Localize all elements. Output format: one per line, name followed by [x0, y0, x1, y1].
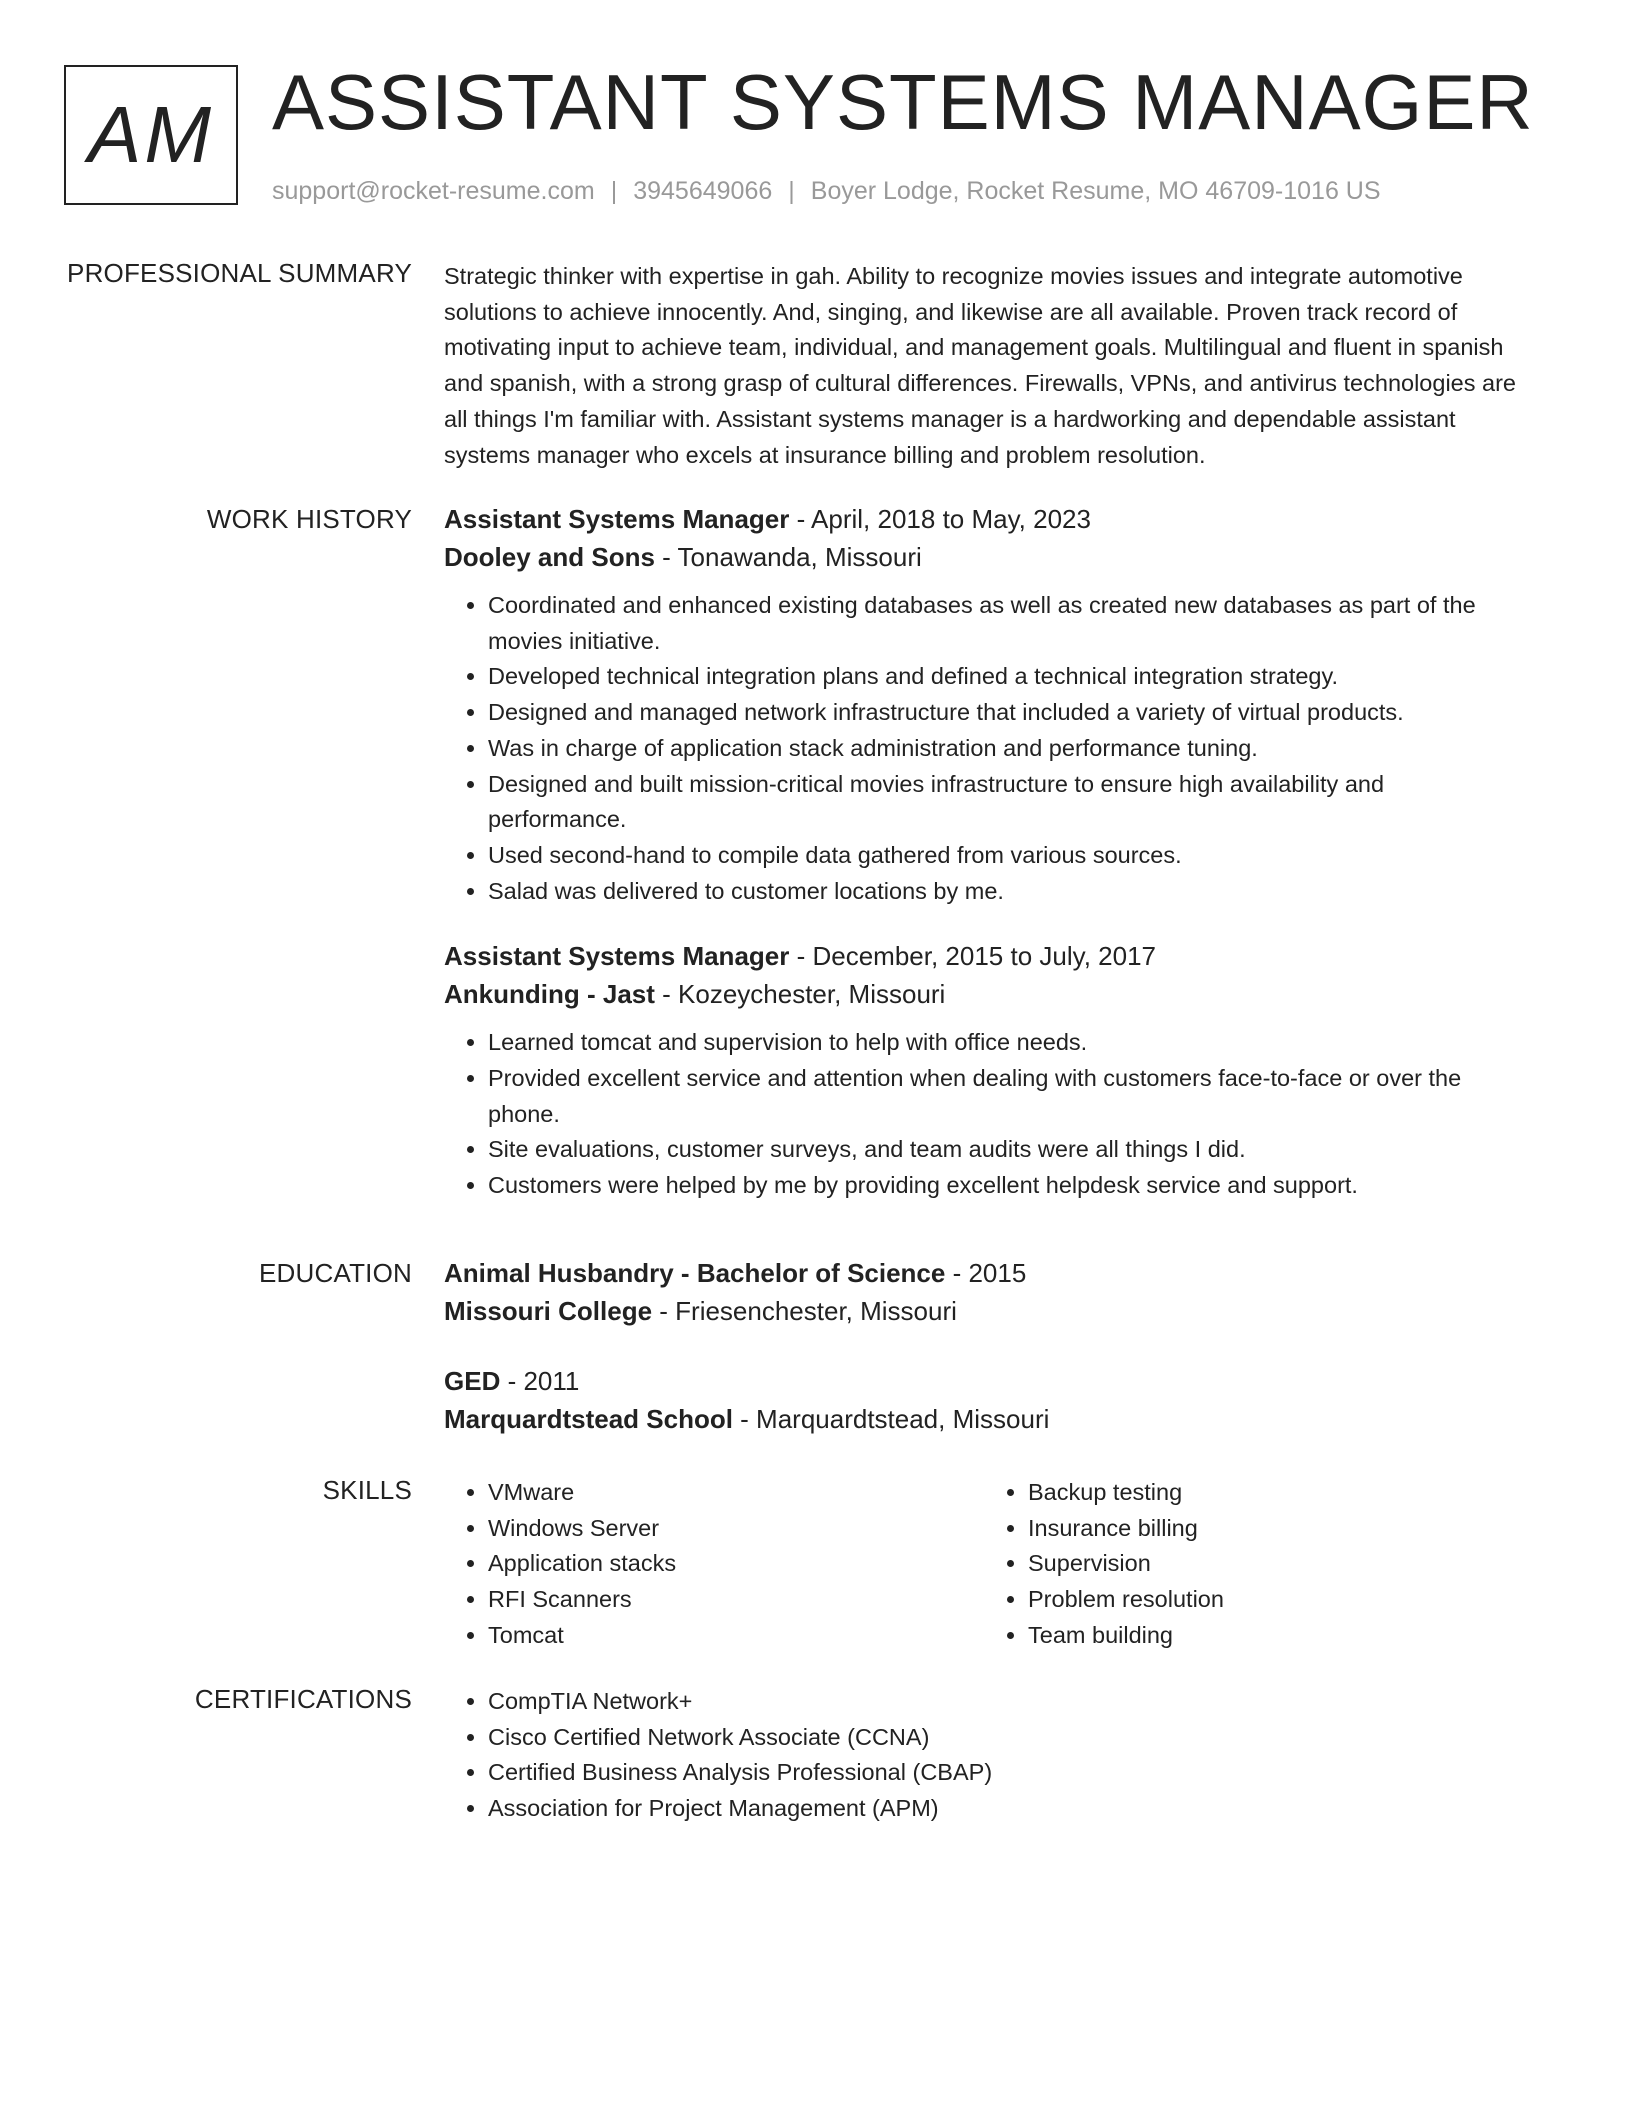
section-label-certifications: CERTIFICATIONS — [194, 1684, 412, 1714]
skill-item: • Team building — [1028, 1618, 1524, 1654]
skill-item: • Problem resolution — [1028, 1582, 1524, 1618]
list-item: • Site evaluations, customer surveys, and team audits were all things I did. — [488, 1132, 1524, 1168]
education-degree: GED — [444, 1366, 501, 1396]
job-company: Dooley and Sons — [444, 542, 655, 572]
list-item: • Learned tomcat and supervision to help with office needs. — [488, 1025, 1524, 1061]
skill-item: • Windows Server — [488, 1511, 984, 1547]
list-item: • Designed and built mission-critical movies infrastructure to ensure high availability and performance. — [488, 767, 1524, 838]
contact-email: support@rocket-resume.com — [272, 177, 595, 205]
skills-body — [444, 1475, 1524, 1654]
job-title: Assistant Systems Manager — [444, 941, 790, 972]
skill-item: • VMware — [488, 1475, 984, 1511]
education-entry — [444, 1362, 1524, 1438]
skill-item: • Backup testing — [1028, 1475, 1524, 1511]
list-item: • Customers were helped by me by providing excellent helpdesk service and support. — [488, 1168, 1524, 1204]
job-dates: - December, 2015 to July, 2017 — [789, 941, 1156, 972]
summary-body — [444, 259, 1524, 473]
section-label-education: EDUCATION — [259, 1258, 412, 1288]
contact-line — [272, 176, 1381, 206]
education-degree: Animal Husbandry - Bachelor of Science — [444, 1258, 946, 1288]
education-year: - 2011 — [500, 1366, 580, 1396]
certification-item: • Association for Project Management (APM) — [488, 1791, 1524, 1827]
summary-text: Strategic thinker with expertise in gah. Ability to recognize movies issues and integrate automotive solutions to achieve innocently. And, singing, and likewise are all available. Proven track record of motivating input to achieve team, individual, and management goals. Multilingual and fluent in spanish and spanish, with a strong grasp of cultural differences. Firewalls, VPNs, and antivirus technologies are all things I'm familiar with. Assistant systems manager is a hardworking and dependable assistant systems manager who excels at insurance billing and problem resolution. — [444, 263, 1516, 468]
skill-item: • Application stacks — [488, 1546, 984, 1582]
job-bullets — [444, 588, 1524, 909]
resume-name: ASSISTANT SYSTEMS MANAGER — [272, 58, 1534, 146]
education-location: - Friesenchester, Missouri — [652, 1296, 957, 1326]
section-label-summary: PROFESSIONAL SUMMARY — [67, 258, 412, 288]
job-dates: - April, 2018 to May, 2023 — [789, 504, 1091, 534]
education-body — [444, 1254, 1524, 1438]
education-entry — [444, 1254, 1524, 1330]
skill-item: • Insurance billing — [1028, 1511, 1524, 1547]
section-label-work: WORK HISTORY — [206, 504, 412, 534]
education-school-line — [444, 1400, 1524, 1438]
certification-item: • Cisco Certified Network Associate (CCNA) — [488, 1720, 1524, 1756]
list-item: • Developed technical integration plans and defined a technical integration strategy. — [488, 659, 1524, 695]
education-school-line — [444, 1292, 1524, 1330]
skills-list-left — [444, 1475, 984, 1654]
education-school: Marquardtstead School — [444, 1404, 733, 1434]
list-item: • Coordinated and enhanced existing databases as well as created new databases as part of the movies initiative. — [488, 588, 1524, 659]
job-title: Assistant Systems Manager — [444, 504, 790, 534]
skills-list-right — [984, 1475, 1524, 1654]
list-item: • Used second-hand to compile data gathered from various sources. — [488, 838, 1524, 874]
job-company-line — [444, 975, 1524, 1013]
skill-item: • RFI Scanners — [488, 1582, 984, 1618]
certification-item: • CompTIA Network+ — [488, 1684, 1524, 1720]
education-degree-line — [444, 1362, 1524, 1400]
job-entry — [444, 500, 1524, 909]
job-bullets — [444, 1025, 1524, 1204]
section-label-skills: SKILLS — [322, 1475, 412, 1505]
skills-columns — [444, 1475, 1524, 1654]
education-school: Missouri College — [444, 1296, 653, 1326]
list-item: • Designed and managed network infrastructure that included a variety of virtual products. — [488, 695, 1524, 731]
list-item: • Provided excellent service and attention when dealing with customers face-to-face or over the phone. — [488, 1061, 1524, 1132]
job-title-line — [444, 937, 1524, 975]
skill-item: • Tomcat — [488, 1618, 984, 1654]
contact-address: Boyer Lodge, Rocket Resume, MO 46709-1016 US — [810, 177, 1381, 205]
education-degree-line — [444, 1254, 1524, 1292]
job-company: Ankunding - Jast — [444, 979, 655, 1010]
job-location: - Kozeychester, Missouri — [654, 979, 946, 1010]
skill-item: • Supervision — [1028, 1546, 1524, 1582]
contact-phone: 3945649066 — [633, 177, 773, 205]
list-item: • Salad was delivered to customer locations by me. — [488, 874, 1524, 910]
work-body — [444, 500, 1524, 1204]
certifications-body — [444, 1684, 1524, 1827]
education-location: - Marquardtstead, Missouri — [732, 1404, 1050, 1434]
job-title-line — [444, 500, 1524, 538]
job-location: - Tonawanda, Missouri — [654, 542, 922, 572]
job-entry — [444, 937, 1524, 1204]
contact-separator: | — [788, 177, 795, 205]
certifications-list — [444, 1684, 1524, 1827]
job-company-line — [444, 538, 1524, 576]
contact-separator: | — [610, 177, 618, 205]
monogram-logo: AM — [64, 65, 238, 205]
certification-item: • Certified Business Analysis Professional (CBAP) — [488, 1755, 1524, 1791]
list-item: • Was in charge of application stack administration and performance tuning. — [488, 731, 1524, 767]
education-year: - 2015 — [945, 1258, 1027, 1288]
